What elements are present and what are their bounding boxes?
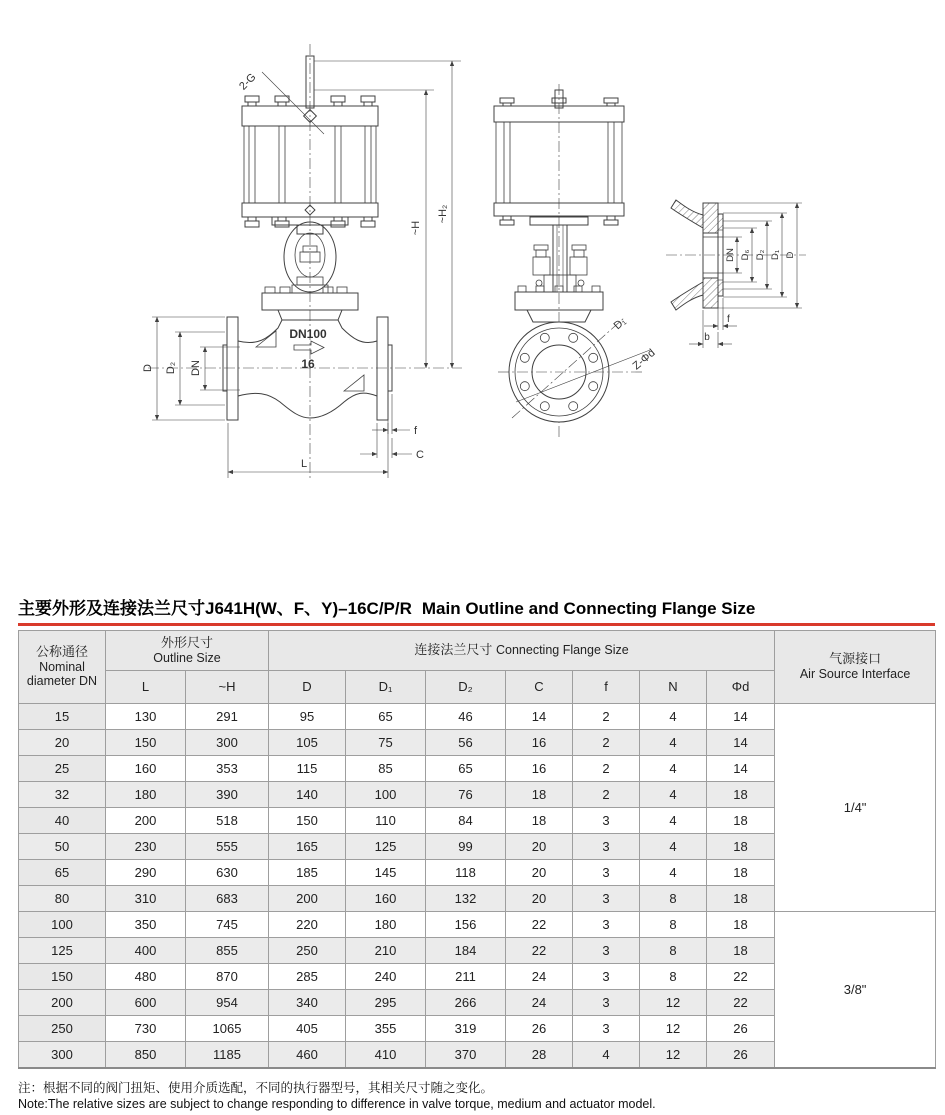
- header-flange-size: 连接法兰尺寸 Connecting Flange Size: [269, 631, 775, 671]
- cell-value: 99: [426, 834, 506, 860]
- cell-value: 12: [640, 990, 707, 1016]
- flange-dim-d6: D₆: [740, 249, 751, 261]
- cell-dn: 100: [19, 912, 106, 938]
- cell-value: 2: [573, 782, 640, 808]
- dim-label-d1-side: D₁: [611, 315, 629, 333]
- cell-value: 850: [106, 1042, 186, 1068]
- cell-value: 16: [506, 756, 573, 782]
- cell-value: 56: [426, 730, 506, 756]
- cell-dn: 200: [19, 990, 106, 1016]
- cell-value: 3: [573, 886, 640, 912]
- cell-value: 145: [346, 860, 426, 886]
- cell-value: 855: [186, 938, 269, 964]
- cell-value: 319: [426, 1016, 506, 1042]
- flange-dim-dn: DN: [725, 248, 736, 262]
- section-title-model: J641H(W、F、Y)–16C/P/R: [205, 599, 412, 618]
- cell-value: 18: [707, 938, 775, 964]
- cell-value: 160: [106, 756, 186, 782]
- cell-value: 4: [640, 860, 707, 886]
- cell-value: 14: [707, 756, 775, 782]
- dim-label-c: C: [416, 449, 424, 461]
- footnotes: [18, 1080, 935, 1112]
- dim-label-f: f: [414, 425, 418, 437]
- cell-value: 295: [346, 990, 426, 1016]
- subheader-phi-d: Φd: [707, 671, 775, 704]
- cell-value: 95: [269, 704, 346, 730]
- flange-dim-f: f: [727, 314, 730, 325]
- dim-label-h2: ~H₂: [437, 204, 449, 224]
- section-title-block: [18, 594, 935, 626]
- cell-value: 555: [186, 834, 269, 860]
- cell-value: 76: [426, 782, 506, 808]
- cell-value: 370: [426, 1042, 506, 1068]
- cell-value: 291: [186, 704, 269, 730]
- cell-value: 16: [506, 730, 573, 756]
- cell-value: 353: [186, 756, 269, 782]
- cell-value: 266: [426, 990, 506, 1016]
- cell-value: 220: [269, 912, 346, 938]
- cell-value: 20: [506, 886, 573, 912]
- dim-label-2g: 2-G: [237, 71, 259, 93]
- cell-value: 20: [506, 834, 573, 860]
- cell-value: 683: [186, 886, 269, 912]
- cell-value: 340: [269, 990, 346, 1016]
- cell-value: 600: [106, 990, 186, 1016]
- dim-label-l: L: [300, 458, 308, 470]
- cell-value: 18: [707, 808, 775, 834]
- cell-value: 8: [640, 938, 707, 964]
- cell-value: 310: [106, 886, 186, 912]
- cell-value: 165: [269, 834, 346, 860]
- subheader-d1: D₁: [346, 671, 426, 704]
- cell-dn: 15: [19, 704, 106, 730]
- cell-value: 460: [269, 1042, 346, 1068]
- dim-label-d: D: [142, 364, 154, 372]
- note-zh: 注：根据不同的阀门扭矩、使用介质选配，不同的执行器型号，其相关尺寸随之变化。: [18, 1081, 494, 1095]
- cell-value: 400: [106, 938, 186, 964]
- cell-value: 12: [640, 1016, 707, 1042]
- cell-value: 18: [506, 808, 573, 834]
- cell-value: 22: [707, 964, 775, 990]
- side-view: [494, 84, 650, 438]
- body-size-marking: DN100: [289, 327, 327, 341]
- cell-value: 18: [707, 886, 775, 912]
- cell-value: 745: [186, 912, 269, 938]
- cell-value: 3: [573, 990, 640, 1016]
- valve-drawing-svg: [0, 30, 945, 585]
- cell-value: 211: [426, 964, 506, 990]
- table-body: [19, 704, 936, 1068]
- cell-value: 110: [346, 808, 426, 834]
- cell-value: 350: [106, 912, 186, 938]
- body-pressure-marking: 16: [301, 357, 315, 371]
- header-outline-size: 外形尺寸 Outline Size: [106, 631, 269, 671]
- cell-value: 4: [640, 782, 707, 808]
- cell-value: 100: [346, 782, 426, 808]
- cell-value: 1185: [186, 1042, 269, 1068]
- cell-value: 3: [573, 1016, 640, 1042]
- cell-value: 84: [426, 808, 506, 834]
- dimensions-table: [18, 630, 936, 1069]
- cell-value: 75: [346, 730, 426, 756]
- flange-dim-d2: D₂: [755, 249, 766, 261]
- cell-value: 285: [269, 964, 346, 990]
- cell-value: 230: [106, 834, 186, 860]
- cell-value: 8: [640, 886, 707, 912]
- cell-value: 140: [269, 782, 346, 808]
- cell-dn: 40: [19, 808, 106, 834]
- header-air-source: 气源接口 Air Source Interface: [775, 631, 936, 704]
- cell-value: 870: [186, 964, 269, 990]
- cell-dn: 80: [19, 886, 106, 912]
- cell-dn: 65: [19, 860, 106, 886]
- cell-value: 250: [269, 938, 346, 964]
- cell-value: 3: [573, 912, 640, 938]
- cell-value: 12: [640, 1042, 707, 1068]
- subheader-c: C: [506, 671, 573, 704]
- cell-value: 65: [426, 756, 506, 782]
- cell-value: 3: [573, 834, 640, 860]
- section-title-en: Main Outline and Connecting Flange Size: [421, 599, 756, 618]
- cell-value: 4: [573, 1042, 640, 1068]
- cell-value: 3: [573, 808, 640, 834]
- cell-dn: 20: [19, 730, 106, 756]
- cell-value: 115: [269, 756, 346, 782]
- cell-value: 3: [573, 860, 640, 886]
- cell-value: 300: [186, 730, 269, 756]
- cell-value: 4: [640, 730, 707, 756]
- cell-value: 2: [573, 730, 640, 756]
- cell-value: 14: [506, 704, 573, 730]
- cell-value: 2: [573, 704, 640, 730]
- cell-air-source: 3/8": [775, 912, 936, 1068]
- cell-value: 24: [506, 964, 573, 990]
- cell-value: 160: [346, 886, 426, 912]
- cell-value: 4: [640, 704, 707, 730]
- cell-value: 4: [640, 808, 707, 834]
- section-title-zh: 主要外形及连接法兰尺寸: [18, 599, 205, 618]
- dim-label-h: ~H: [410, 220, 422, 236]
- cell-value: 18: [707, 834, 775, 860]
- cell-value: 240: [346, 964, 426, 990]
- front-view: [148, 44, 462, 478]
- cell-value: 200: [106, 808, 186, 834]
- cell-value: 210: [346, 938, 426, 964]
- cell-value: 26: [506, 1016, 573, 1042]
- cell-value: 1065: [186, 1016, 269, 1042]
- cell-value: 26: [707, 1042, 775, 1068]
- cell-value: 410: [346, 1042, 426, 1068]
- cell-value: 290: [106, 860, 186, 886]
- cell-value: 3: [573, 964, 640, 990]
- note-en: Note:The relative sizes are subject to change responding to difference in valve torque, medium and actuator model.: [18, 1097, 656, 1111]
- subheader-f: f: [573, 671, 640, 704]
- subheader-l: L: [106, 671, 186, 704]
- cell-value: 14: [707, 704, 775, 730]
- cell-air-source: 1/4": [775, 704, 936, 912]
- cell-value: 65: [346, 704, 426, 730]
- table-row: [19, 912, 936, 938]
- flange-dim-b: b: [704, 332, 710, 343]
- cell-value: 954: [186, 990, 269, 1016]
- cell-value: 125: [346, 834, 426, 860]
- cell-value: 390: [186, 782, 269, 808]
- cell-value: 200: [269, 886, 346, 912]
- cell-value: 22: [707, 990, 775, 1016]
- cell-value: 22: [506, 912, 573, 938]
- cell-value: 105: [269, 730, 346, 756]
- table-row: [19, 704, 936, 730]
- cell-value: 730: [106, 1016, 186, 1042]
- cell-value: 14: [707, 730, 775, 756]
- dim-label-z-phi-d: Z-Φd: [630, 346, 658, 373]
- cell-dn: 25: [19, 756, 106, 782]
- cell-value: 18: [506, 782, 573, 808]
- cell-value: 2: [573, 756, 640, 782]
- cell-value: 85: [346, 756, 426, 782]
- cell-value: 150: [269, 808, 346, 834]
- cell-value: 28: [506, 1042, 573, 1068]
- cell-value: 3: [573, 938, 640, 964]
- subheader-d2: D₂: [426, 671, 506, 704]
- cell-value: 20: [506, 860, 573, 886]
- cell-dn: 32: [19, 782, 106, 808]
- cell-value: 46: [426, 704, 506, 730]
- header-nominal-diameter: 公称通径 Nominal diameter DN: [19, 631, 106, 704]
- cell-value: 4: [640, 834, 707, 860]
- cell-value: 480: [106, 964, 186, 990]
- cell-value: 8: [640, 964, 707, 990]
- cell-dn: 250: [19, 1016, 106, 1042]
- cell-dn: 50: [19, 834, 106, 860]
- flange-detail-view: [666, 200, 806, 348]
- subheader-n: N: [640, 671, 707, 704]
- cell-value: 4: [640, 756, 707, 782]
- cell-value: 18: [707, 912, 775, 938]
- cell-value: 518: [186, 808, 269, 834]
- cell-value: 118: [426, 860, 506, 886]
- accent-rule: [18, 623, 935, 626]
- cell-dn: 125: [19, 938, 106, 964]
- cell-value: 630: [186, 860, 269, 886]
- dim-label-dn: DN: [190, 360, 202, 376]
- cell-value: 405: [269, 1016, 346, 1042]
- cell-value: 18: [707, 860, 775, 886]
- cell-dn: 150: [19, 964, 106, 990]
- cell-value: 26: [707, 1016, 775, 1042]
- cell-value: 24: [506, 990, 573, 1016]
- cell-value: 184: [426, 938, 506, 964]
- subheader-d: D: [269, 671, 346, 704]
- cell-value: 355: [346, 1016, 426, 1042]
- cell-value: 22: [506, 938, 573, 964]
- section-title: [18, 594, 935, 619]
- cell-value: 156: [426, 912, 506, 938]
- cell-value: 130: [106, 704, 186, 730]
- dim-label-d2: D₂: [165, 361, 177, 375]
- technical-drawing: [0, 30, 945, 585]
- cell-dn: 300: [19, 1042, 106, 1068]
- drawing-labels: [142, 71, 796, 470]
- flange-dim-d: D: [785, 251, 796, 259]
- cell-value: 150: [106, 730, 186, 756]
- cell-value: 185: [269, 860, 346, 886]
- cell-value: 18: [707, 782, 775, 808]
- cell-value: 180: [106, 782, 186, 808]
- subheader-h: ~H: [186, 671, 269, 704]
- cell-value: 8: [640, 912, 707, 938]
- flange-dim-d1: D₁: [770, 249, 781, 261]
- cell-value: 132: [426, 886, 506, 912]
- cell-value: 180: [346, 912, 426, 938]
